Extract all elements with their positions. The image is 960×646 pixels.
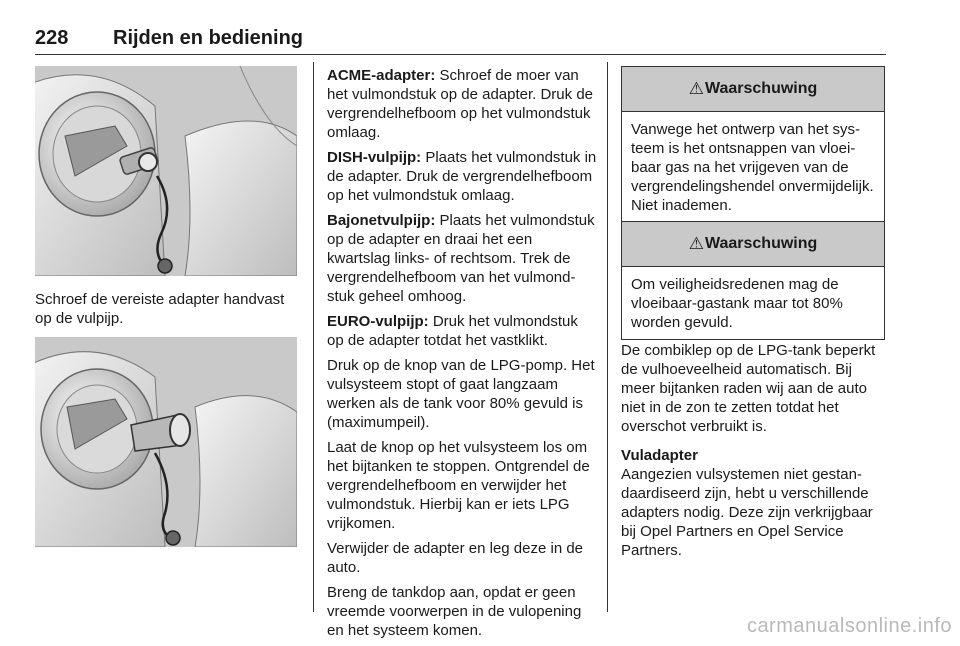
warning-title: Waarschuwing (704, 235, 818, 252)
column-divider-1 (313, 62, 314, 612)
figure-caption: Schroef de vereiste adapter handvast op de vulpijp. (35, 291, 285, 327)
paragraph-release: Laat de knop op het vulsysteem los om het bijtanken te stoppen. Ontgrendel de vergrendelhefboom en verwijder het vulmondstuk. Hierbij kan er iets LPG vrijkomen. (327, 439, 590, 532)
chapter-title: Rijden en bediening (113, 27, 304, 49)
paragraph-pump: Druk op de knop van de LPG-pomp. Het vulsysteem stopt of gaat langzaam werken als de tank voor 80% gevuld is (maximumpeil). (327, 357, 595, 431)
warning-triangle-icon: ⚠ (688, 79, 704, 98)
fuel-filler-plug-in-adapter-icon (35, 337, 297, 547)
text-bayonet: Plaats het vulmondstuk op de adapter en draai het een kwartslag links- of rechtsom. Trek de vergrendelhefboom van het vulmondstuk geheel omhoog. (327, 212, 595, 305)
paragraph-acme (327, 66, 597, 142)
term-bayonet: Bajonetvulpijp: (327, 212, 436, 229)
paragraph-dish (327, 148, 597, 205)
figure-fuel-filler-plug-in-adapter (35, 337, 297, 547)
paragraph-bayonet (327, 211, 597, 306)
warning-box-2 (621, 221, 885, 340)
warning-triangle-icon: ⚠ (688, 234, 704, 253)
term-acme: ACME-adapter: (327, 67, 436, 84)
paragraph-euro (327, 312, 597, 350)
warning-text: Om veiligheidsredenen mag de vloeibaar-gastank maar tot 80% worden gevuld. (631, 276, 843, 331)
page-header (35, 27, 885, 53)
page-number: 228 (35, 27, 69, 49)
term-dish: DISH-vulpijp: (327, 149, 422, 166)
warning-header (622, 67, 884, 112)
paragraph-stow: Verwijder de adapter en leg deze in de auto. (327, 540, 584, 576)
text-euro: Druk het vulmondstuk op de adapter totdat het vastklikt. (327, 313, 578, 349)
term-euro: EURO-vulpijp: (327, 313, 429, 330)
instructions-column (327, 66, 597, 646)
adapter-section (621, 446, 887, 560)
header-divider (35, 54, 886, 55)
combi-valve-paragraph: De combiklep op de LPG-tank beperkt de vulhoeveelheid automatisch. Bij meer bijtanken raden wij aan de auto niet in de zon te zetten totdat het overschot verbruikt is. (621, 342, 876, 435)
fuel-filler-screw-adapter-icon (35, 66, 297, 276)
warning-title: Waarschuwing (704, 80, 818, 97)
figure-fuel-filler-screw-adapter (35, 66, 297, 276)
column-divider-2 (607, 62, 608, 612)
section-heading: Vuladapter (621, 447, 698, 464)
watermark: carmanualsonline.info (746, 615, 952, 637)
paragraph-cap: Breng de tankdop aan, opdat er geen vreemde voorwerpen in de vulopening en het systeem komen. (327, 584, 582, 639)
text-dish: Plaats het vulmondstuk in de adapter. Druk de vergrendelhefboom op het vulmondstuk omlaag. (327, 149, 597, 204)
warning-text: Vanwege het ontwerp van het systeem is het ontsnappen van vloeibaar gas na het vrijgeven van de vergrendelingshendel onvermijdelijk. Niet inademen. (631, 121, 874, 214)
text-acme: Schroef de moer van het vulmondstuk op de adapter. Druk de vergrendelhefboom op het vulmondstuk omlaag. (327, 67, 594, 141)
warning-box-1 (621, 66, 885, 223)
section-text: Aangezien vulsystemen niet gestandaardiseerd zijn, hebt u verschillende adapters nodig. Deze zijn verkrijgbaar bij Opel Partners en Opel Service Partners. (621, 466, 873, 559)
warning-header (622, 222, 884, 267)
